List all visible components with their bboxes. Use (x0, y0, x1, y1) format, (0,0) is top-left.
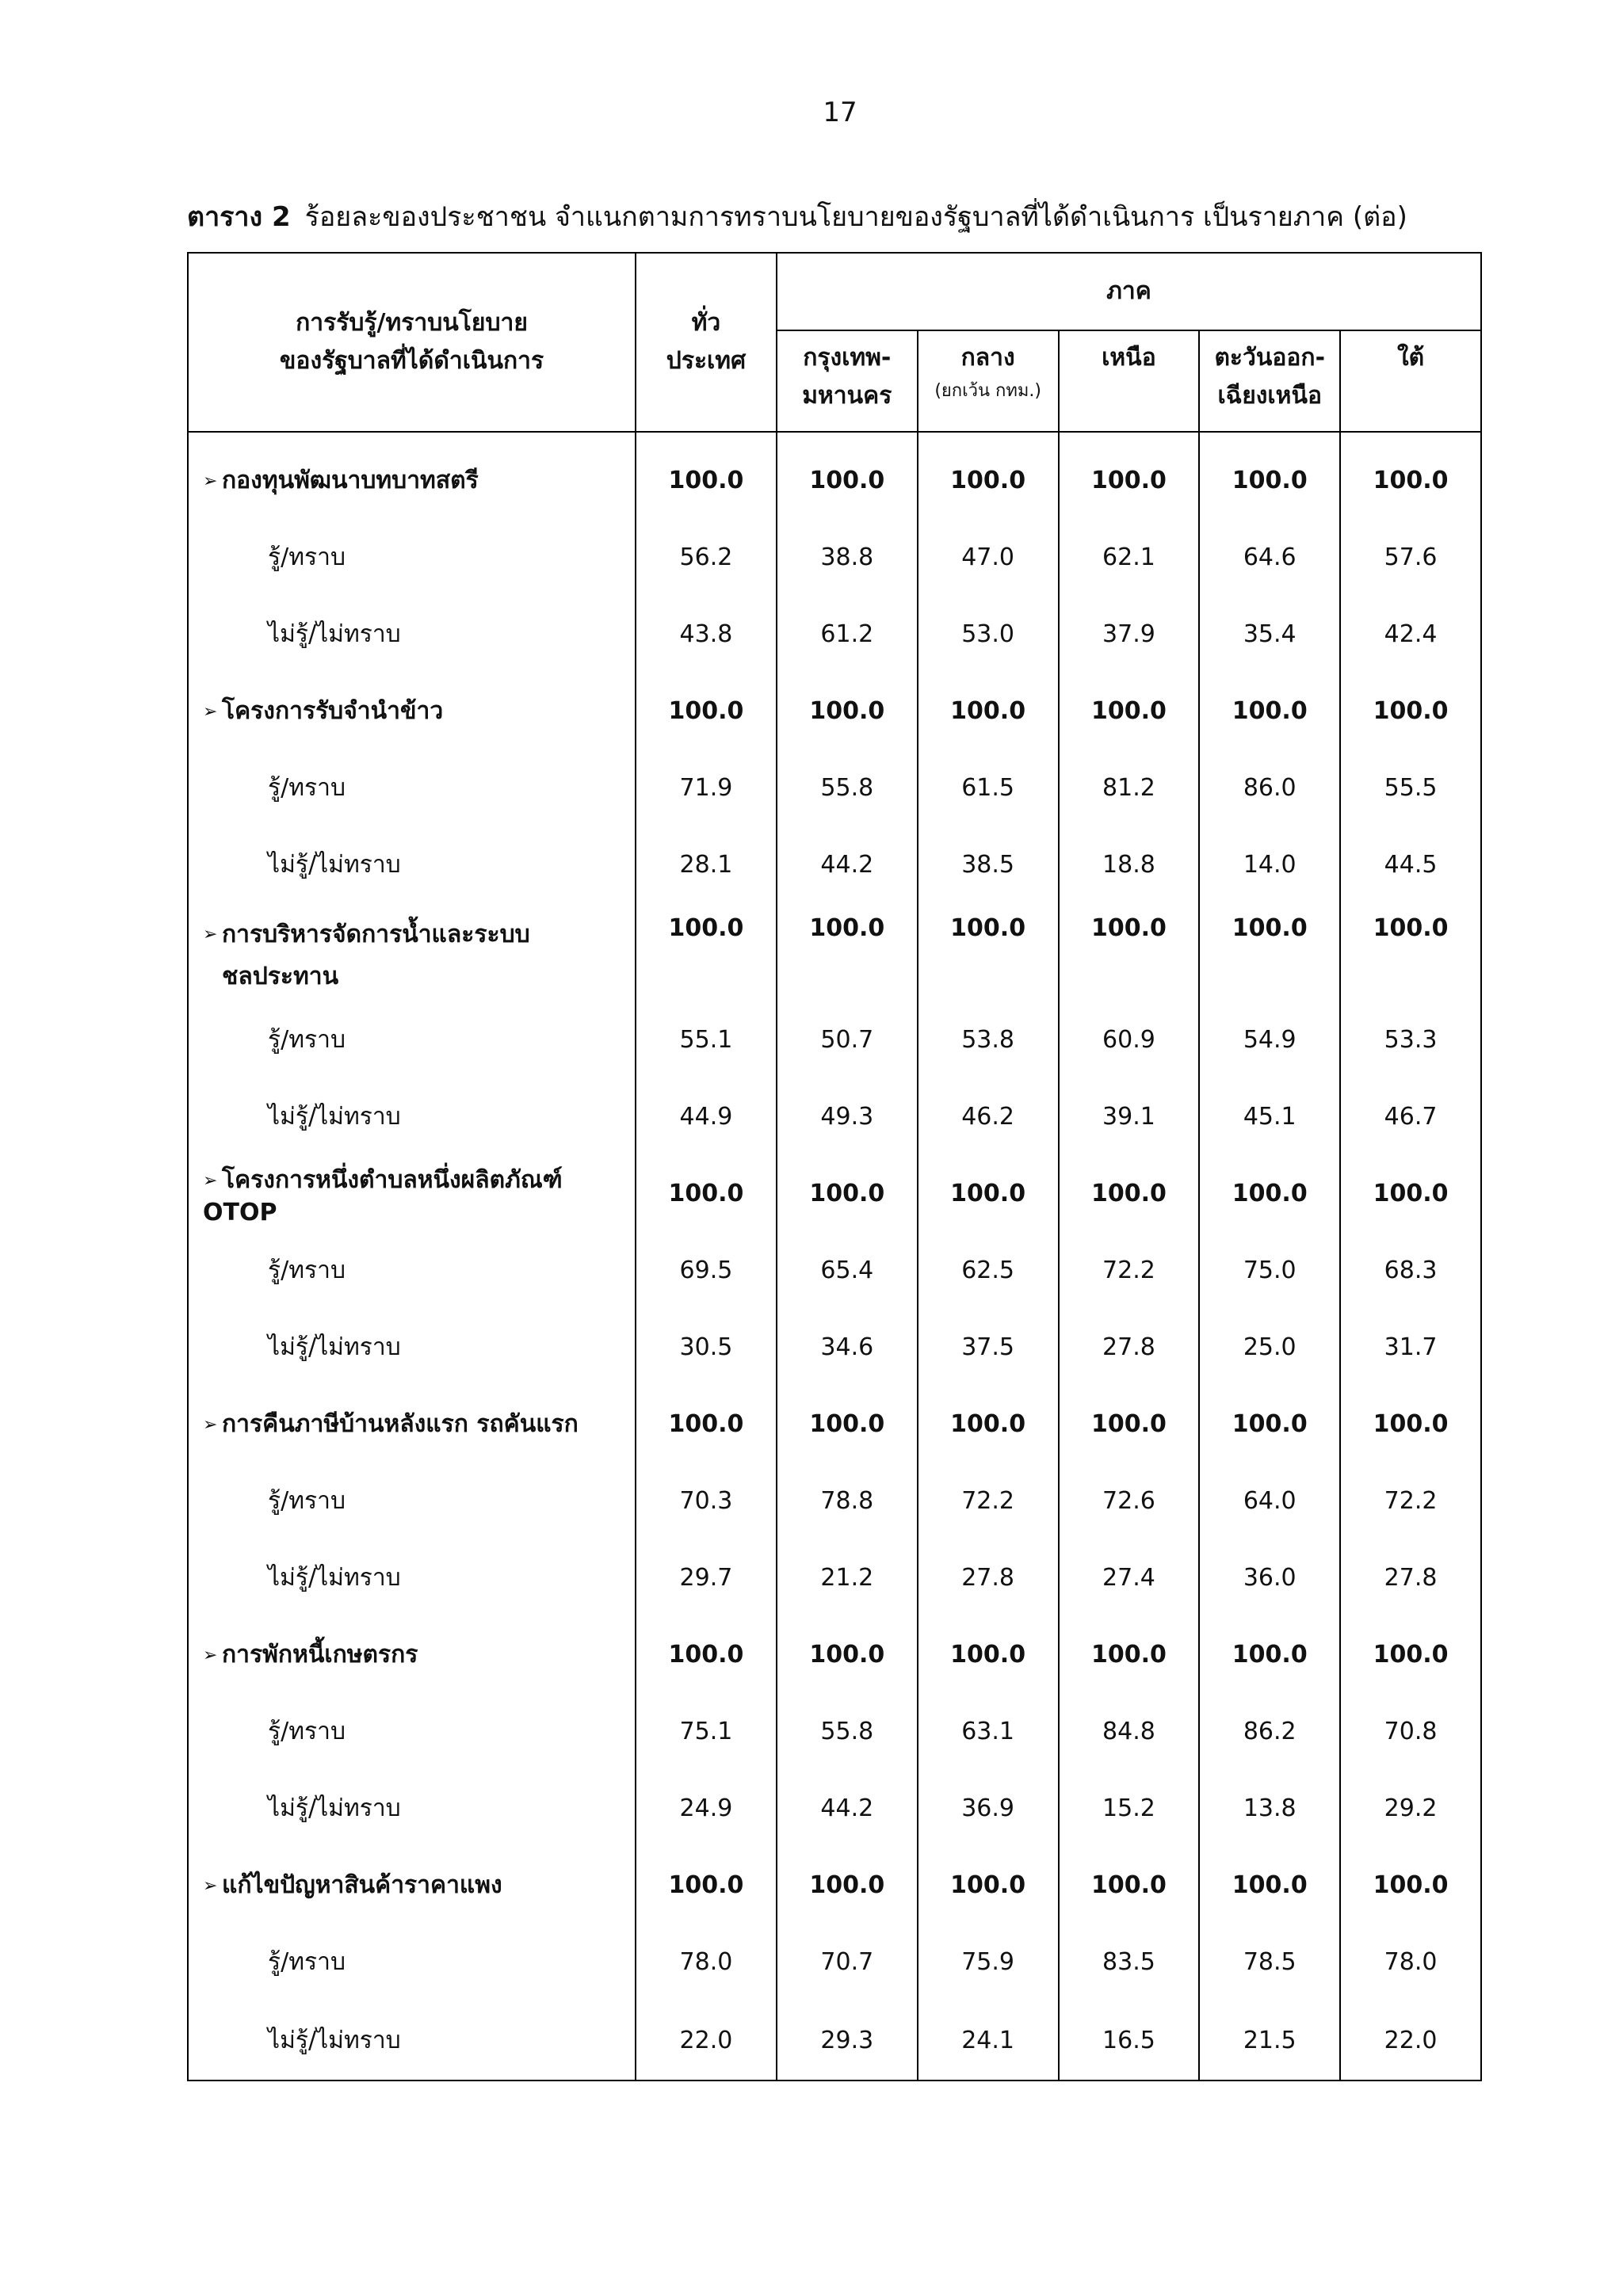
table-row (188, 2000, 1481, 2081)
value-cell: 75.1 (636, 1693, 777, 1770)
value-cell: 57.6 (1340, 519, 1481, 596)
response-label-cell (188, 826, 636, 903)
value-cell: 100.0 (777, 1155, 918, 1232)
value-cell: 100.0 (1059, 1386, 1200, 1463)
table-row (188, 1309, 1481, 1386)
response-label-cell (188, 1232, 636, 1309)
value-cell: 78.5 (1199, 1924, 1340, 2000)
value-cell: 13.8 (1199, 1770, 1340, 1847)
header-region-line1: เหนือ (1102, 344, 1156, 372)
table-row (188, 1232, 1481, 1309)
value-cell: 83.5 (1059, 1924, 1200, 2000)
arrow-bullet-icon: ➢ (203, 925, 218, 945)
value-cell: 47.0 (918, 519, 1059, 596)
header-region-line2: เฉียงเหนือ (1217, 382, 1322, 410)
value-cell: 100.0 (918, 1155, 1059, 1232)
value-cell: 24.1 (918, 2000, 1059, 2081)
value-cell: 44.2 (777, 826, 918, 903)
table-group-row (188, 1386, 1481, 1463)
value-cell: 100.0 (636, 432, 777, 519)
value-cell: 100.0 (918, 1386, 1059, 1463)
arrow-bullet-icon: ➢ (203, 471, 218, 491)
response-label-cell (188, 1078, 636, 1155)
arrow-bullet-icon: ➢ (203, 1170, 218, 1191)
response-label-cell (188, 1693, 636, 1770)
header-region-line1: ใต้ (1397, 344, 1425, 372)
row-label: ไม่รู้/ไม่ทราบ (268, 851, 401, 879)
value-cell: 100.0 (1340, 673, 1481, 749)
value-cell: 37.9 (1059, 596, 1200, 673)
value-cell: 100.0 (1059, 1155, 1200, 1232)
value-cell: 44.2 (777, 1770, 918, 1847)
value-cell: 55.5 (1340, 749, 1481, 826)
value-cell: 63.1 (918, 1693, 1059, 1770)
header-region-line1: กลาง (960, 344, 1015, 372)
header-region-1 (918, 330, 1059, 432)
value-cell: 53.3 (1340, 1001, 1481, 1078)
table-group-row (188, 432, 1481, 519)
value-cell: 100.0 (636, 1386, 777, 1463)
value-cell: 100.0 (1340, 1155, 1481, 1232)
value-cell: 100.0 (1059, 673, 1200, 749)
value-cell: 38.5 (918, 826, 1059, 903)
value-cell: 81.2 (1059, 749, 1200, 826)
row-label: โครงการหนึ่งตำบลหนึ่งผลิตภัณฑ์ OTOP (203, 1165, 563, 1226)
value-cell: 100.0 (636, 673, 777, 749)
value-cell: 100.0 (777, 1847, 918, 1924)
header-region-line1: กรุงเทพ- (803, 344, 892, 372)
table-row (188, 1463, 1481, 1539)
response-label-cell (188, 749, 636, 826)
value-cell: 78.8 (777, 1463, 918, 1539)
header-policy-line2: ของรัฐบาลที่ได้ดำเนินการ (279, 347, 544, 375)
policy-label-cell (188, 673, 636, 749)
value-cell: 72.2 (918, 1463, 1059, 1539)
value-cell: 42.4 (1340, 596, 1481, 673)
value-cell: 61.5 (918, 749, 1059, 826)
table-group-row (188, 673, 1481, 749)
row-label: แก้ไขปัญหาสินค้าราคาแพง (222, 1871, 502, 1899)
value-cell: 46.2 (918, 1078, 1059, 1155)
value-cell: 100.0 (1340, 1847, 1481, 1924)
response-label-cell (188, 1770, 636, 1847)
value-cell: 44.9 (636, 1078, 777, 1155)
value-cell: 55.8 (777, 1693, 918, 1770)
value-cell: 22.0 (636, 2000, 777, 2081)
value-cell: 15.2 (1059, 1770, 1200, 1847)
table-row (188, 519, 1481, 596)
response-label-cell (188, 1463, 636, 1539)
value-cell: 100.0 (777, 1386, 918, 1463)
header-region-2 (1059, 330, 1200, 432)
row-label: ไม่รู้/ไม่ทราบ (268, 620, 401, 648)
table-row (188, 1693, 1481, 1770)
value-cell: 27.8 (1340, 1539, 1481, 1616)
value-cell: 43.8 (636, 596, 777, 673)
table-group-row (188, 1616, 1481, 1693)
row-label: กองทุนพัฒนาบทบาทสตรี (222, 467, 479, 494)
value-cell: 29.3 (777, 2000, 918, 2081)
row-label: รู้/ทราบ (268, 1948, 346, 1976)
value-cell: 29.7 (636, 1539, 777, 1616)
value-cell: 38.8 (777, 519, 918, 596)
value-cell: 100.0 (1340, 1386, 1481, 1463)
value-cell: 68.3 (1340, 1232, 1481, 1309)
value-cell: 64.6 (1199, 519, 1340, 596)
row-label: การบริหารจัดการน้ำและระบบ (222, 921, 530, 948)
value-cell: 62.1 (1059, 519, 1200, 596)
value-cell: 100.0 (1199, 432, 1340, 519)
value-cell: 86.0 (1199, 749, 1340, 826)
table-row (188, 1770, 1481, 1847)
row-label: รู้/ทราบ (268, 543, 346, 571)
value-cell: 36.0 (1199, 1539, 1340, 1616)
header-whole-country (636, 253, 777, 432)
table-group-row (188, 1847, 1481, 1924)
value-cell: 34.6 (777, 1309, 918, 1386)
row-label: การพักหนี้เกษตรกร (222, 1641, 418, 1669)
value-cell: 78.0 (1340, 1924, 1481, 2000)
value-cell: 100.0 (918, 903, 1059, 1001)
table-row (188, 1924, 1481, 2000)
caption-text: ร้อยละของประชาชน จำแนกตามการทราบนโยบายของรัฐบาลที่ได้ดำเนินการ เป็นรายภาค (ต่อ) (304, 201, 1407, 233)
response-label-cell (188, 1001, 636, 1078)
policy-label-cell (188, 1155, 636, 1232)
value-cell: 53.0 (918, 596, 1059, 673)
table-row (188, 1539, 1481, 1616)
header-policy-line1: การรับรู้/ทราบนโยบาย (296, 309, 528, 337)
value-cell: 100.0 (1340, 432, 1481, 519)
value-cell: 36.9 (918, 1770, 1059, 1847)
page-number: 17 (823, 97, 857, 128)
value-cell: 27.4 (1059, 1539, 1200, 1616)
value-cell: 100.0 (777, 1616, 918, 1693)
value-cell: 35.4 (1199, 596, 1340, 673)
value-cell: 44.5 (1340, 826, 1481, 903)
row-label: โครงการรับจำนำข้าว (222, 697, 444, 725)
value-cell: 100.0 (1199, 1155, 1340, 1232)
row-label: การคืนภาษีบ้านหลังแรก รถคันแรก (222, 1410, 579, 1438)
value-cell: 27.8 (1059, 1309, 1200, 1386)
value-cell: 54.9 (1199, 1001, 1340, 1078)
value-cell: 100.0 (777, 432, 918, 519)
arrow-bullet-icon: ➢ (203, 1646, 218, 1665)
response-label-cell (188, 596, 636, 673)
value-cell: 100.0 (1059, 432, 1200, 519)
header-country-line1: ทั่ว (691, 309, 721, 337)
value-cell: 100.0 (1199, 1386, 1340, 1463)
row-label: ไม่รู้/ไม่ทราบ (268, 1333, 401, 1361)
policy-label-cell (188, 1847, 636, 1924)
value-cell: 14.0 (1199, 826, 1340, 903)
row-label: ไม่รู้/ไม่ทราบ (268, 2026, 401, 2054)
value-cell: 100.0 (918, 1847, 1059, 1924)
header-region-3 (1199, 330, 1340, 432)
row-label: ไม่รู้/ไม่ทราบ (268, 1103, 401, 1131)
value-cell: 65.4 (777, 1232, 918, 1309)
value-cell: 100.0 (1059, 903, 1200, 1001)
value-cell: 100.0 (1340, 1616, 1481, 1693)
value-cell: 100.0 (1059, 1616, 1200, 1693)
value-cell: 100.0 (1199, 903, 1340, 1001)
header-country-line2: ประเทศ (666, 347, 747, 375)
header-region-line1: ตะวันออก- (1214, 344, 1326, 372)
value-cell: 70.7 (777, 1924, 918, 2000)
value-cell: 75.9 (918, 1924, 1059, 2000)
response-label-cell (188, 1924, 636, 2000)
value-cell: 53.8 (918, 1001, 1059, 1078)
value-cell: 100.0 (636, 1616, 777, 1693)
value-cell: 21.5 (1199, 2000, 1340, 2081)
value-cell: 78.0 (636, 1924, 777, 2000)
arrow-bullet-icon: ➢ (203, 1415, 218, 1435)
value-cell: 50.7 (777, 1001, 918, 1078)
value-cell: 69.5 (636, 1232, 777, 1309)
value-cell: 70.8 (1340, 1693, 1481, 1770)
value-cell: 100.0 (636, 1155, 777, 1232)
value-cell: 39.1 (1059, 1078, 1200, 1155)
value-cell: 46.7 (1340, 1078, 1481, 1155)
header-region-group: ภาค (777, 253, 1481, 330)
value-cell: 45.1 (1199, 1078, 1340, 1155)
value-cell: 56.2 (636, 519, 777, 596)
header-policy (188, 253, 636, 432)
value-cell: 18.8 (1059, 826, 1200, 903)
table-row (188, 1001, 1481, 1078)
policy-label-cell (188, 1616, 636, 1693)
value-cell: 100.0 (918, 432, 1059, 519)
table-row (188, 1078, 1481, 1155)
value-cell: 64.0 (1199, 1463, 1340, 1539)
value-cell: 72.6 (1059, 1463, 1200, 1539)
table-row (188, 749, 1481, 826)
row-label: รู้/ทราบ (268, 774, 346, 802)
value-cell: 100.0 (777, 903, 918, 1001)
value-cell: 100.0 (777, 673, 918, 749)
value-cell: 30.5 (636, 1309, 777, 1386)
row-label: รู้/ทราบ (268, 1487, 346, 1515)
value-cell: 37.5 (918, 1309, 1059, 1386)
header-region-4 (1340, 330, 1481, 432)
arrow-bullet-icon: ➢ (203, 702, 218, 722)
value-cell: 61.2 (777, 596, 918, 673)
value-cell: 72.2 (1340, 1463, 1481, 1539)
caption-label: ตาราง 2 (187, 201, 291, 233)
response-label-cell (188, 519, 636, 596)
value-cell: 21.2 (777, 1539, 918, 1616)
table-row (188, 596, 1481, 673)
value-cell: 100.0 (1059, 1847, 1200, 1924)
policy-label-cell (188, 432, 636, 519)
value-cell: 72.2 (1059, 1232, 1200, 1309)
value-cell: 31.7 (1340, 1309, 1481, 1386)
value-cell: 28.1 (636, 826, 777, 903)
policy-awareness-table (187, 252, 1482, 2081)
response-label-cell (188, 1309, 636, 1386)
header-region-note: (ยกเว้น กทม.) (934, 381, 1041, 401)
value-cell: 100.0 (918, 1616, 1059, 1693)
row-label: รู้/ทราบ (268, 1257, 346, 1284)
header-region-line2: มหานคร (802, 382, 892, 410)
value-cell: 100.0 (1340, 903, 1481, 1001)
value-cell: 27.8 (918, 1539, 1059, 1616)
row-label: ไม่รู้/ไม่ทราบ (268, 1564, 401, 1592)
value-cell: 70.3 (636, 1463, 777, 1539)
value-cell: 75.0 (1199, 1232, 1340, 1309)
policy-label-cell (188, 903, 636, 1001)
value-cell: 60.9 (1059, 1001, 1200, 1078)
row-label-line2: ชลประทาน (222, 962, 339, 990)
value-cell: 100.0 (1199, 673, 1340, 749)
value-cell: 100.0 (1199, 1847, 1340, 1924)
policy-label-cell (188, 1386, 636, 1463)
value-cell: 24.9 (636, 1770, 777, 1847)
value-cell: 100.0 (636, 1847, 777, 1924)
value-cell: 55.8 (777, 749, 918, 826)
value-cell: 100.0 (1199, 1616, 1340, 1693)
value-cell: 55.1 (636, 1001, 777, 1078)
value-cell: 71.9 (636, 749, 777, 826)
response-label-cell (188, 2000, 636, 2081)
value-cell: 25.0 (1199, 1309, 1340, 1386)
table-group-row (188, 903, 1481, 1001)
value-cell: 84.8 (1059, 1693, 1200, 1770)
table-caption (187, 195, 1487, 238)
table-row (188, 826, 1481, 903)
value-cell: 86.2 (1199, 1693, 1340, 1770)
header-region-0 (777, 330, 918, 432)
row-label: ไม่รู้/ไม่ทราบ (268, 1794, 401, 1822)
value-cell: 62.5 (918, 1232, 1059, 1309)
value-cell: 49.3 (777, 1078, 918, 1155)
value-cell: 100.0 (636, 903, 777, 1001)
table-group-row (188, 1155, 1481, 1232)
row-label: รู้/ทราบ (268, 1718, 346, 1745)
value-cell: 22.0 (1340, 2000, 1481, 2081)
row-label: รู้/ทราบ (268, 1026, 346, 1054)
value-cell: 29.2 (1340, 1770, 1481, 1847)
response-label-cell (188, 1539, 636, 1616)
arrow-bullet-icon: ➢ (203, 1876, 218, 1896)
value-cell: 100.0 (918, 673, 1059, 749)
value-cell: 16.5 (1059, 2000, 1200, 2081)
